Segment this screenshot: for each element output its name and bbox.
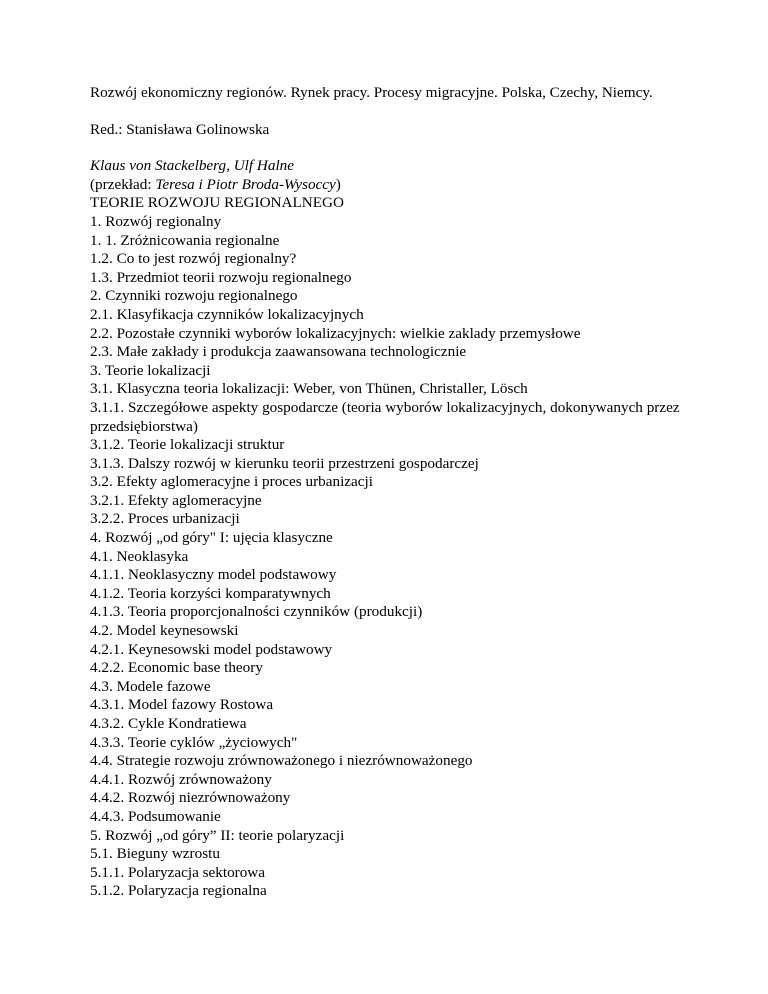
toc-entry: 2.3. Małe zakłady i produkcja zaawansowana technologicznie bbox=[90, 343, 467, 361]
editor-line: Red.: Stanisława Golinowska bbox=[90, 120, 270, 138]
translation-prefix: (przekład: bbox=[90, 175, 156, 193]
toc-entry: 1. 1. Zróżnicowania regionalne bbox=[90, 231, 280, 249]
toc-entry: 5. Rozwój „od góry” II: teorie polaryzacji bbox=[90, 826, 345, 844]
toc-entry: 4.3.1. Model fazowy Rostowa bbox=[90, 696, 274, 714]
toc-entry: 2. Czynniki rozwoju regionalnego bbox=[90, 287, 298, 305]
toc-entry: 4.2. Model keynesowski bbox=[90, 622, 239, 640]
toc-entry: 4.4. Strategie rozwoju zrównoważonego i niezrównoważonego bbox=[90, 752, 473, 770]
toc-entry: 3.2.2. Proces urbanizacji bbox=[90, 510, 240, 528]
toc-entry: 4.1.3. Teoria proporcjonalności czynników (produkcji) bbox=[90, 603, 423, 621]
toc-entry: 4.1. Neoklasyka bbox=[90, 547, 189, 565]
toc-entry: 4.2.1. Keynesowski model podstawowy bbox=[90, 640, 333, 658]
toc-entry: 3. Teorie lokalizacji bbox=[90, 361, 211, 379]
toc-entry: 1.2. Co to jest rozwój regionalny? bbox=[90, 250, 297, 268]
toc-entry: 3.2. Efekty aglomeracyjne i proces urbanizacji bbox=[90, 473, 373, 491]
toc-entry: 3.2.1. Efekty aglomeracyjne bbox=[90, 491, 262, 509]
toc-entry: 5.1.1. Polaryzacja sektorowa bbox=[90, 863, 266, 881]
toc-entry: 4. Rozwój „od góry" I: ujęcia klasyczne bbox=[90, 529, 333, 547]
chapter-block bbox=[90, 157, 700, 901]
chapter-title: TEORIE ROZWOJU REGIONALNEGO bbox=[90, 194, 344, 212]
toc-entry: 4.3.2. Cykle Kondratiewa bbox=[90, 715, 247, 732]
toc-entry: 5.1.2. Polaryzacja regionalna bbox=[90, 882, 267, 900]
book-title: Rozwój ekonomiczny regionów. Rynek pracy. Procesy migracyjne. Polska, Czechy, Niemcy. bbox=[90, 84, 653, 101]
toc-entry: 4.4.3. Podsumowanie bbox=[90, 807, 221, 825]
toc-entry: 3.1. Klasyczna teoria lokalizacji: Weber, von Thünen, Christaller, Lösch bbox=[90, 380, 528, 398]
toc-entry: 2.2. Pozostałe czynniki wyborów lokalizacyjnych: wielkie zaklady przemysłowe bbox=[90, 324, 581, 342]
table-of-contents bbox=[90, 213, 700, 901]
translation-suffix: ) bbox=[335, 175, 341, 193]
translation-line bbox=[90, 176, 700, 195]
document-content bbox=[90, 84, 700, 901]
toc-entry: 4.1.2. Teoria korzyści komparatywnych bbox=[90, 584, 331, 602]
chapter-authors: Klaus von Stackelberg, Ulf Halne bbox=[90, 157, 295, 175]
toc-entry: 4.1.1. Neoklasyczny model podstawowy bbox=[90, 566, 337, 584]
toc-entry: 1. Rozwój regionalny bbox=[90, 212, 222, 230]
toc-entry: 4.4.2. Rozwój niezrównoważony bbox=[90, 789, 291, 807]
toc-entry: 3.1.2. Teorie lokalizacji struktur bbox=[90, 436, 285, 454]
toc-entry: 4.4.1. Rozwój zrównoważony bbox=[90, 770, 272, 788]
toc-entry: 3.1.1. Szczegółowe aspekty gospodarcze (teoria wyborów lokalizacyjnych, dokonywanych przez przedsiębiorstwa) bbox=[90, 398, 680, 435]
toc-entry: 1.3. Przedmiot teorii rozwoju regionalnego bbox=[90, 268, 352, 286]
toc-entry: 4.3. Modele fazowe bbox=[90, 677, 211, 695]
toc-entry: 4.2.2. Economic base theory bbox=[90, 659, 263, 677]
toc-entry: 2.1. Klasyfikacja czynników lokalizacyjnych bbox=[90, 305, 364, 323]
toc-entry: 4.3.3. Teorie cyklów „życiowych" bbox=[90, 733, 298, 751]
translators: Teresa i Piotr Broda-Wysoccy bbox=[155, 175, 336, 193]
toc-entry: 3.1.3. Dalszy rozwój w kierunku teorii przestrzeni gospodarczej bbox=[90, 454, 479, 472]
toc-entry: 5.1. Bieguny wzrostu bbox=[90, 845, 220, 863]
